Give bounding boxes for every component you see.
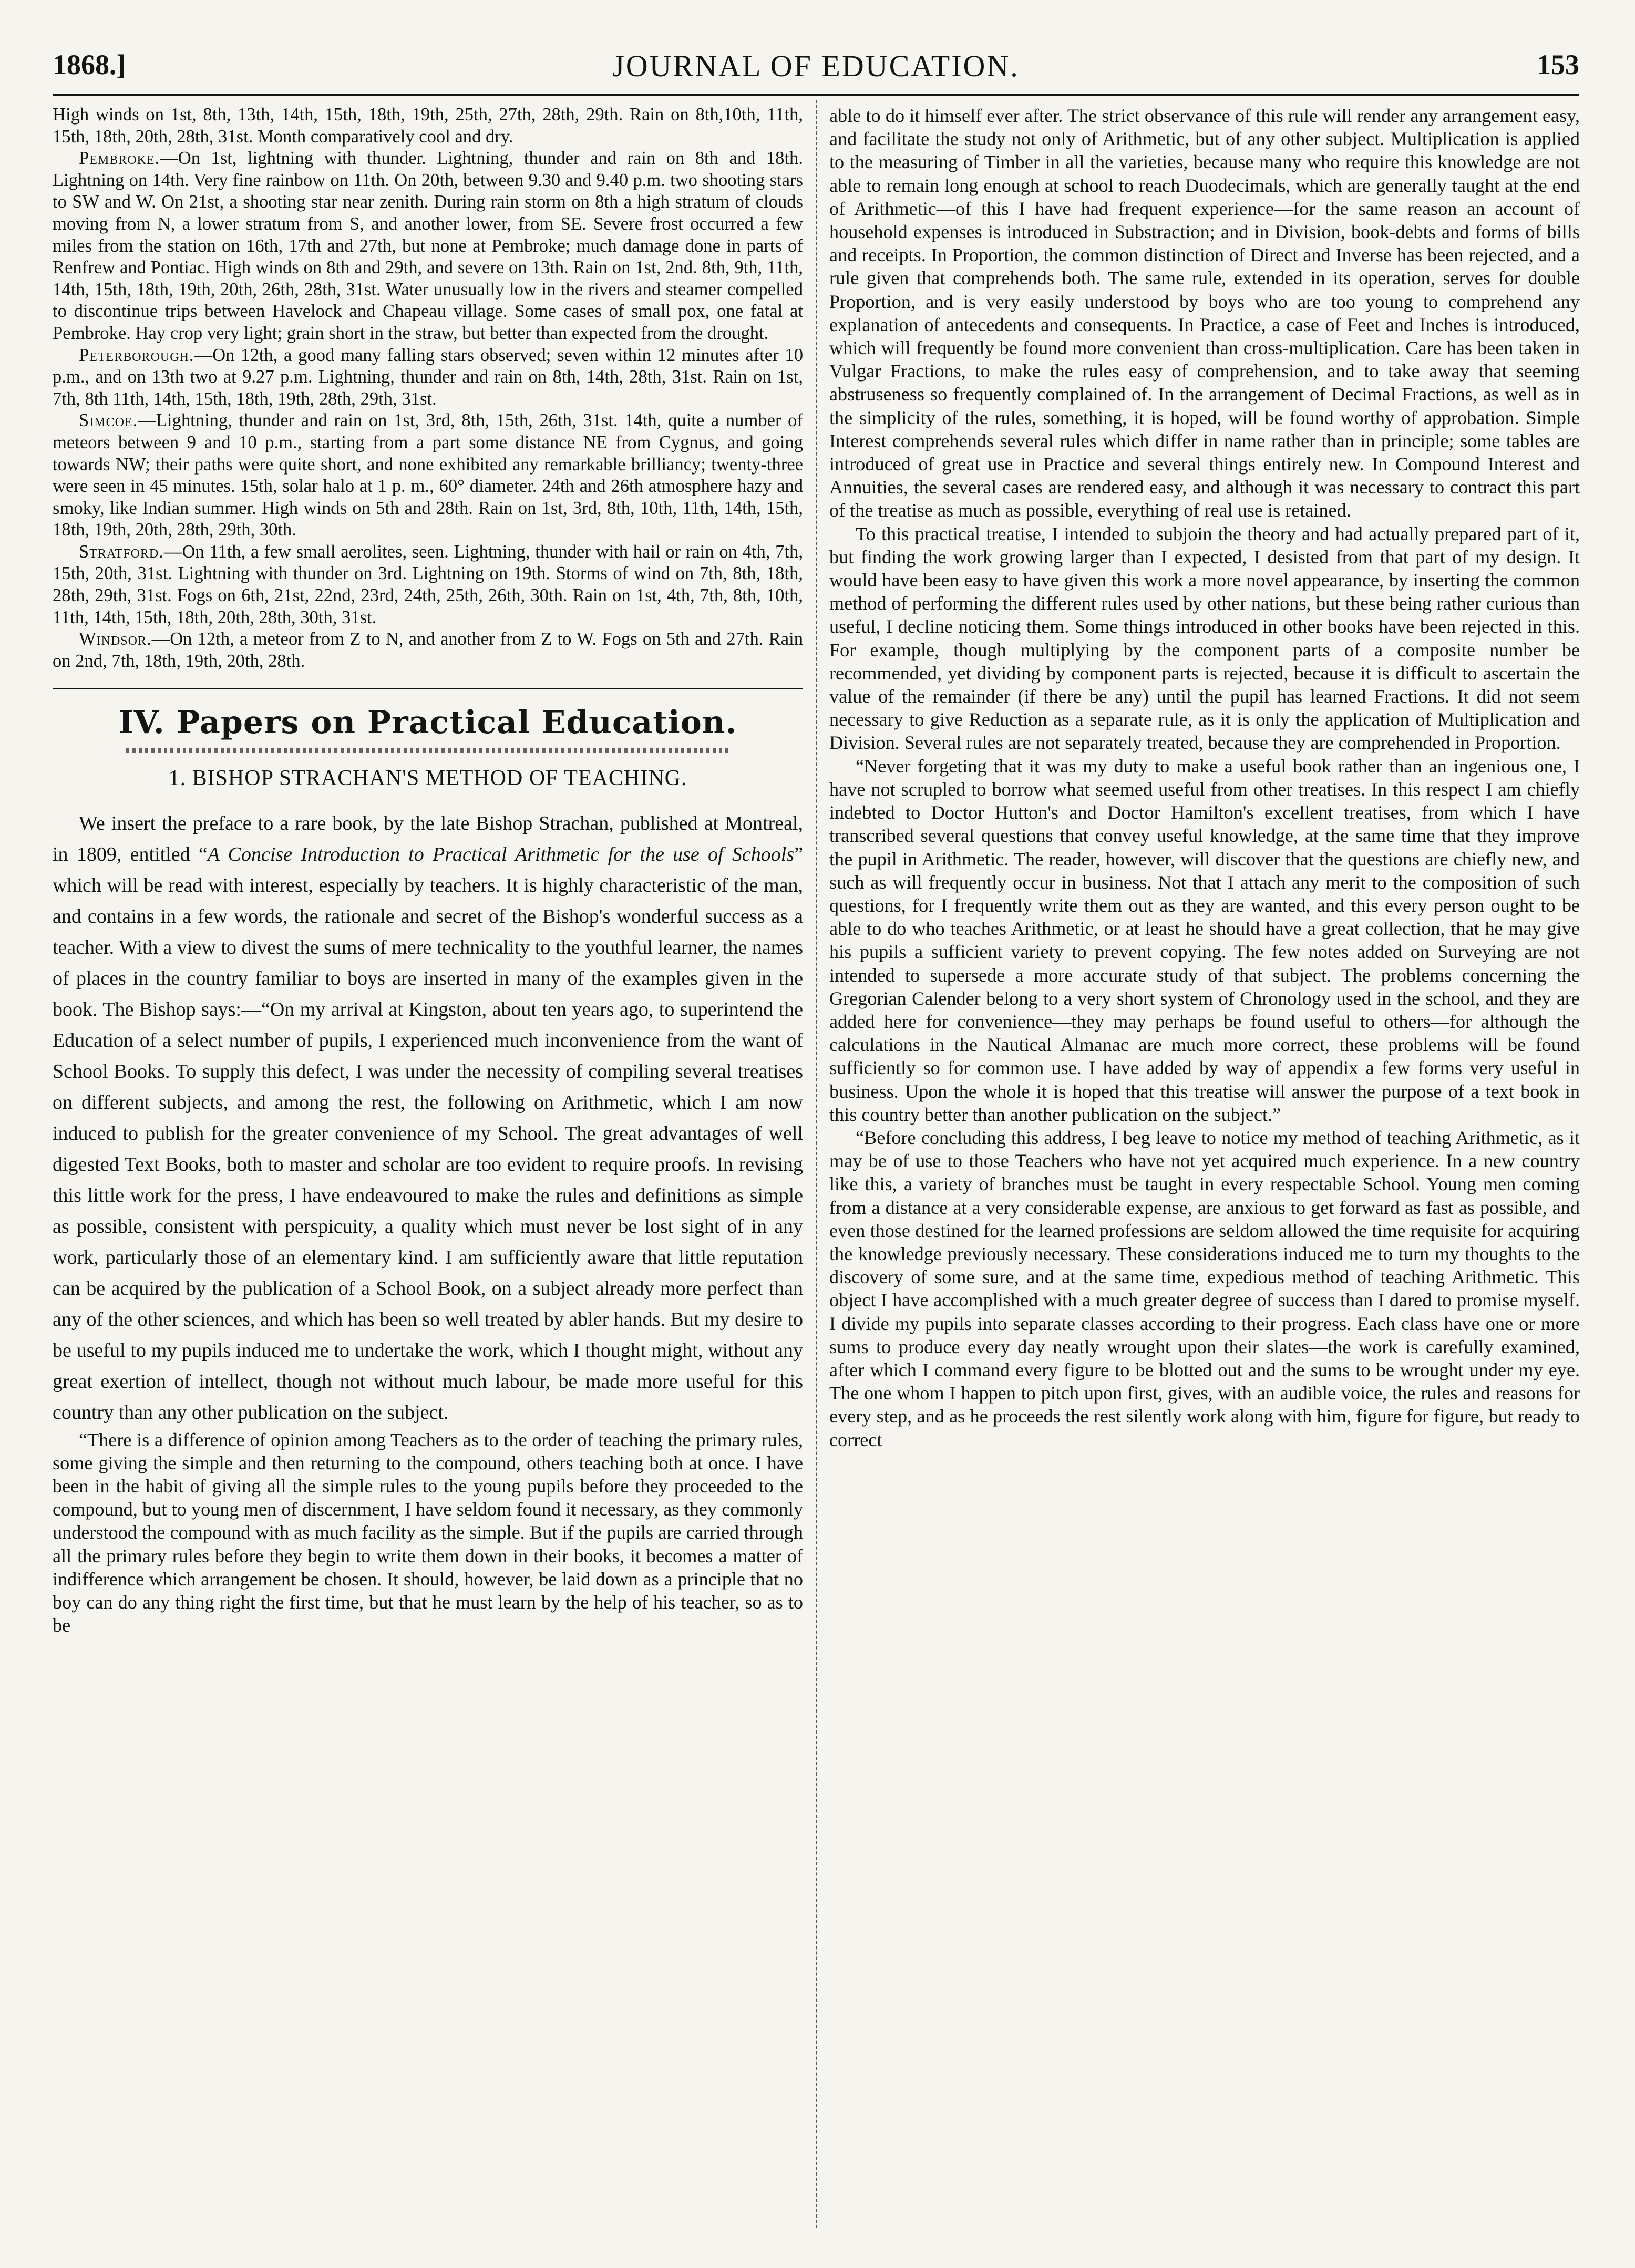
header-rule xyxy=(53,94,1579,96)
column-divider xyxy=(816,100,817,2228)
peterborough-report xyxy=(53,345,803,410)
paragraph-practical-treatise: To this practical treatise, I intended to subjoin the theory and had actually prepared part of it, but finding the work growing larger than I expected, I desisted from that part of my design. It would have been easy to have given this work a more novel appearance, by inserting the common method of performing the different rules used by other nations, but these being rather curious than useful, I decline noticing them. Some things introduced in other books have been rejected in this. For example, though multiplying by the component parts of a composite number be recommended, yet dividing by component parts is rejected, because it is difficult to ascertain the value of the remainder (if there be any) until the pupil has learned Fractions. It did not seem necessary to give Reduction as a separate rule, as it is only the application of Multiplication and Division. Several rules are not separately treated, because they are comprehended in Proportion. xyxy=(829,523,1580,754)
station-name-simcoe: Simcoe. xyxy=(79,410,138,431)
running-header xyxy=(53,48,1579,90)
article-title: 1. BISHOP STRACHAN'S METHOD OF TEACHING. xyxy=(168,766,687,791)
section-rule xyxy=(53,688,803,692)
station-name-windsor: Windsor. xyxy=(79,629,152,650)
stratford-text: —On 11th, a few small aerolites, seen. Lightning, thunder with hail or rain on 4th, 7th, 15th, 20th, 31st. Lightning with thunder on 3rd. Lightning on 19th. Storms of wind on 7th, 8th, 18th, 28th, 29th, 31st. Fogs on 6th, 21st, 22nd, 23rd, 24th, 25th, 26th, 30th. Rain on 1st, 4th, 7th, 8th, 10th, 11th, 14th, 15th, 18th, 20th, 28th, 30th, 31st. xyxy=(53,541,803,627)
simcoe-report xyxy=(53,410,803,541)
peterborough-text: —On 12th, a good many falling stars observed; seven within 12 minutes after 10 p.m., and on 13th two at 9.27 p.m. Lightning, thunder and rain on 8th, 14th, 28th, 31st. Rain on 1st, 7th, 8th 11th, 14th, 15th, 18th, 19th, 28th, 29th, 31st. xyxy=(53,345,803,409)
left-column xyxy=(53,104,803,2227)
pembroke-report xyxy=(53,148,803,344)
article-body-right xyxy=(829,104,1580,1451)
right-column xyxy=(829,104,1580,2227)
weather-reports xyxy=(53,104,803,672)
paragraph-teaching-method: “Before concluding this address, I beg leave to notice my method of teaching Arithmetic, as it may be of use to those Teachers who have not yet acquired much experience. In a new country like this, a variety of branches must be taught in every respectable School. Young men coming from a distance at a very considerable expense, are anxious to get forward as fast as possible, and even those destined for the learned professions are seldom allowed the time requisite for acquiring the knowledge previously necessary. These considerations induced me to turn my thoughts to the discovery of some sure, and at the same time, expedious method of teaching Arithmetic. This object I have accomplished with a much greater degree of success than I dared to promise myself. I divide my pupils into separate classes according to their progress. Each class have one or more sums to produce every day neatly wrought upon their slates—the work is carefully examined, after which I command every figure to be blotted out and the sums to be wrought under my eye. The one whom I happen to pitch upon first, gives, with an audible voice, the rules and reasons for every step, and as he proceeds the rest silently work along with him, figure for figure, but ready to correct xyxy=(829,1127,1580,1450)
article-intro xyxy=(53,808,803,1428)
paragraph-order-of-rules: “There is a difference of opinion among Teachers as to the order of teaching the primary rules, some giving the simple and then returning to the compound, others teaching both at once. I have been in the habit of giving all the simple rules to the young pupils before they proceeded to the compound, but to young men of discernment, I have seldom found it necessary, as they commonly understood the compound with as much facility as the simple. But if the pupils are carried through all the primary rules before they begin to write them down in their books, it becomes a matter of indifference which arrangement be chosen. It should, however, be laid down as a principle that no boy can do any thing right the first time, but that he must learn by the help of his teacher, so as to be xyxy=(53,1429,803,1636)
header-page-number: 153 xyxy=(1537,49,1579,80)
wavy-divider xyxy=(126,748,729,753)
station-name-pembroke: Pembroke. xyxy=(79,148,160,169)
paragraph-continued: able to do it himself ever after. The strict observance of this rule will render any arrangement easy, and facilitate the study not only of Arithmetic, but of any other subject. Multiplication is applied to the measuring of Timber in all the varieties, because many who require this knowledge are not able to remain long enough at school to reach Duodecimals, which are generally taught at the end of Arithmetic—of this I have had frequent experience—for the same reason an account of household expenses is introduced in Substraction; and in Division, book-debts and forms of bills and receipts. In Proportion, the common distinction of Direct and Inverse has been rejected, and a rule given that comprehends both. The same rule, extended in its operation, serves for double Proportion, and is very easily understood by boys who are too young to comprehend any explanation of antecedents and consequents. In Practice, a case of Feet and Inches is introduced, which will frequently be found more convenient than cross-multiplication. Care has been taken in Vulgar Fractions, to make the rules easy of comprehension, and to take away that seeming abstruseness so frequently complained of. In the arrangement of Decimal Fractions, as well as in the simplicity of the rules, something, it is hoped, will be found worthy of approbation. Simple Interest comprehends several rules which differ in name rather than in principle; some tables are introduced of great use in Practice and several things entirely new. In Compound Interest and Annuities, the several cases are rendered easy, and although it was necessary to contract this part of the treatise as much as possible, everything of real use is retained. xyxy=(829,105,1580,521)
pembroke-text: —On 1st, lightning with thunder. Lightning, thunder and rain on 8th and 18th. Lightning on 14th. Very fine rainbow on 11th. On 20th, between 9.30 and 9.40 p.m. two shooting stars to SW and W. On 21st, a shooting star near zenith. During rain storm on 8th a high stratum of clouds moving from N, a lower stratum from S, and another lower, from SE. Severe frost occurred a few miles from the station on 16th, 17th and 27th, but none at Pembroke; much damage done in parts of Renfrew and Pontiac. High winds on 8th and 29th, and severe on 13th. Rain on 1st, 2nd. 8th, 9th, 11th, 14th, 15th, 18th, 19th, 20th, 26th, 28th, 31st. Water unusually low in the rivers and steamer compelled to discontinue trips between Havelock and Chapeau village. Some cases of small pox, one fatal at Pembroke. Hay crop very light; grain short in the straw, but better than expected from the drought. xyxy=(53,148,803,343)
article-body-left xyxy=(53,1428,803,1637)
section-title: IV. Papers on Practical Education. xyxy=(118,704,737,741)
windsor-text: —On 12th, a meteor from Z to N, and another from Z to W. Fogs on 5th and 27th. Rain on 2nd, 7th, 18th, 19th, 20th, 28th. xyxy=(53,629,803,671)
header-journal-title: JOURNAL OF EDUCATION. xyxy=(612,49,1020,83)
book-title: A Concise Introduction to Practical Arithmetic for the use of Schools xyxy=(207,843,795,865)
intro-text-a: We insert the preface to a rare book, by the late Bishop Strachan, published at Montreal, in 1809, entitled “ xyxy=(53,812,803,865)
paragraph-useful-book: “Never forgeting that it was my duty to make a useful book rather than an ingenious one, I have not scrupled to borrow what seemed useful from other treatises. In this respect I am chiefly indebted to Doctor Hutton's and Doctor Hamilton's excellent treatises, from which I have transcribed several questions that convey useful knowledge, at the same time that they improve the pupil in Arithmetic. The reader, however, will discover that the questions are chiefly new, and such as will frequently occur in business. Not that I attach any merit to the composition of such questions, for I frequently write them out as they are wanted, and this every person ought to be able to do who teaches Arithmetic, or at least he should have a great collection, that he may give his pupils a sufficient variety to prevent copying. The few notes added on Surveying are not intended to supersede a more accurate study of that subject. The problems concerning the Gregorian Calender belong to a very short system of Chronology used in the school, and they are added here for convenience—they may perhaps be found useful to others—for although the calculations in the Nautical Almanac are much more correct, these problems will be found sufficiently so for common use. I have added by way of appendix a few forms very useful in business. Upon the whole it is hoped that this treatise will answer the purpose of a text book in this country better than another publication on the subject.” xyxy=(829,755,1580,1125)
intro-paragraph xyxy=(53,808,803,1428)
intro-text-b: ” which will be read with interest, especially by teachers. It is highly characteristic of the man, and contains in a few words, the rationale and secret of the Bishop's wonderful success as a teacher. With a view to divest the sums of mere technicality to the youthful learner, the names of places in the country familiar to boys are inserted in many of the examples given in the book. The Bishop says:—“On my arrival at Kingston, about ten years ago, to superintend the Education of a select number of pupils, I experienced much inconvenience from the want of School Books. To supply this defect, I was under the necessity of compiling several treatises on different subjects, and among the rest, the following on Arithmetic, which I am now induced to publish for the greater convenience of my School. The great advantages of well digested Text Books, both to master and scholar are too evident to require proofs. In revising this little work for the press, I have endeavoured to make the rules and definitions as simple as possible, consistent with perspicuity, a quality which must never be lost sight of in any work, particularly those of an elementary kind. I am sufficiently aware that little reputation can be acquired by the publication of a School Book, on a subject already more perfect than any of the other sciences, and which has been so well treated by abler hands. But my desire to be useful to my pupils induced me to undertake the work, which I thought might, without any great exertion of intellect, though not without much labour, be made more useful for this country than any other publication on the subject. xyxy=(53,843,803,1424)
stratford-report xyxy=(53,541,803,628)
weather-intro-paragraph: High winds on 1st, 8th, 13th, 14th, 15th, 18th, 19th, 25th, 27th, 28th, 29th. Rain on 8th,10th, 11th, 15th, 18th, 20th, 28th, 31st. Month comparatively cool and dry. xyxy=(53,105,803,147)
simcoe-text: —Lightning, thunder and rain on 1st, 3rd, 8th, 15th, 26th, 31st. 14th, quite a number of meteors between 9 and 10 p.m., starting from a part some distance NE from Cygnus, and going towards NW; their paths were quite short, and none exhibited any remarkable brilliancy; twenty-three were seen in 45 minutes. 15th, solar halo at 1 p. m., 60° diameter. 24th and 26th atmosphere hazy and smoky, like Indian summer. High winds on 5th and 28th. Rain on 1st, 3rd, 8th, 10th, 11th, 14th, 15th, 18th, 19th, 20th, 28th, 29th, 30th. xyxy=(53,410,803,540)
windsor-report xyxy=(53,628,803,672)
header-year: 1868.] xyxy=(53,49,126,80)
station-name-peterborough: Peterborough. xyxy=(79,345,194,365)
station-name-stratford: Stratford. xyxy=(79,541,164,562)
